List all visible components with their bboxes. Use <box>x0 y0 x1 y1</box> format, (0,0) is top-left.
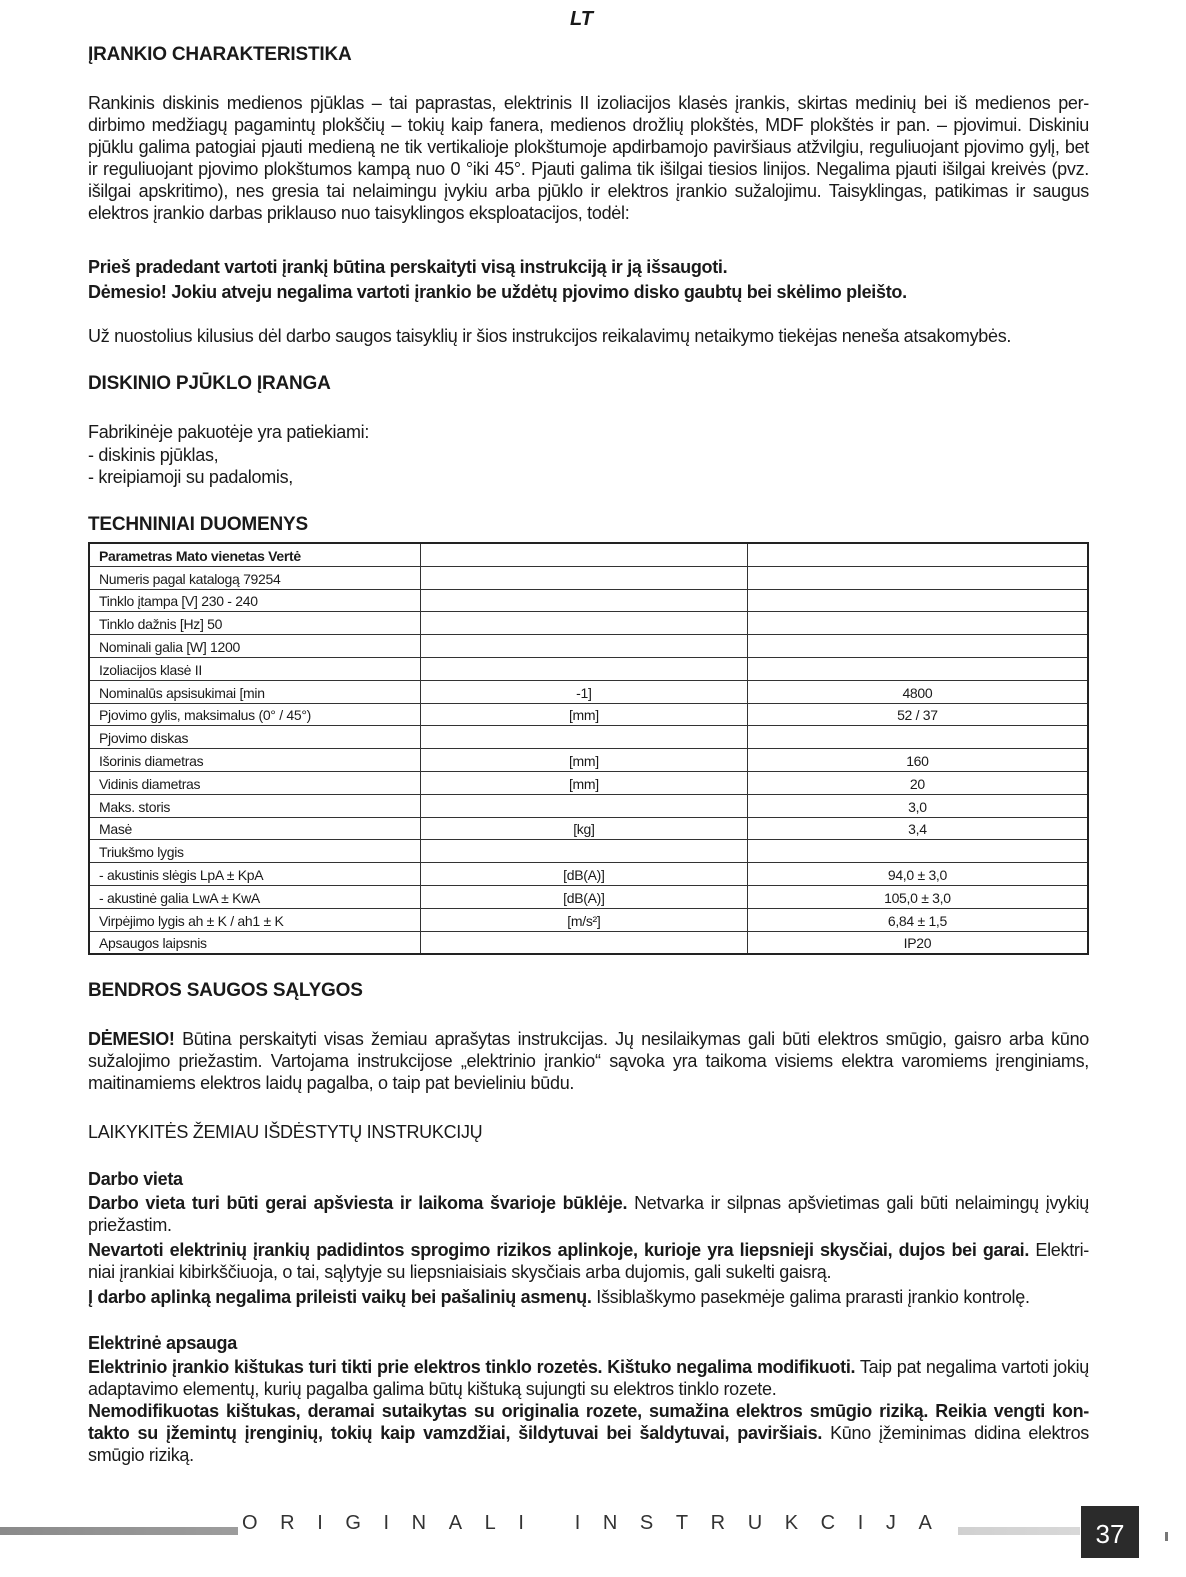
paragraph-text: Išsiblaškymo pasekmėje galima prarasti įrankio kontrolę. <box>591 1287 1030 1307</box>
paragraph-text: Netvarka ir silpnas apšvietimas gali būti nelaimingų įvykių <box>627 1193 1089 1213</box>
paragraph-line: pjūklu galima patogiai pjauti medieną ne tik vertikalioje plokštumoje apdirbamojo paviršiaus atžvilgiu, reguliuojant pjovimo gylį, bet <box>88 137 1089 157</box>
table-cell-value <box>747 635 1088 658</box>
table-cell-value <box>747 840 1088 863</box>
paragraph-line: sužalojimo priežastim. Vartojama instrukcijose „elektrinio įrankio“ sąvoka yra taikoma visiems elektra varomiems įrenginiams, <box>88 1051 1089 1071</box>
paragraph-line: Nemodifikuotas kištukas, deramai sutaikytas su originalia rozete, sumažina elektros smūgio riziką. Reikia vengti kon- <box>88 1401 1089 1421</box>
table-row <box>89 749 1088 772</box>
paragraph-line: adaptavimo elementų, kurių pagalba galima būtų kištuką sujungti su elektros tinklo rozete. <box>88 1379 777 1399</box>
table-cell-value <box>747 589 1088 612</box>
subsection-title-electrical: Elektrinė apsauga <box>88 1333 237 1353</box>
paragraph-line: ir reguliuojant pjovimo plokštumos kampą nuo 0 °iki 45°. Pjauti galima tik išilgai tiesios linijos. Negalima pjauti išilgai kreivės (pvz. <box>88 159 1089 179</box>
paragraph-line: išilgai apskritimo), nes gresia tai nelaimingu įvykiu arba pjūklo ir elektros įrankio sužalojimu. Taisyklingas, patikimas ir saugus <box>88 181 1089 201</box>
table-cell-unit <box>420 794 747 817</box>
table-cell-unit: -1] <box>420 680 747 703</box>
table-cell-parameter: - akustinė galia LwA ± KwA <box>89 885 420 908</box>
table-row <box>89 885 1088 908</box>
table-cell-parameter: Tinklo dažnis [Hz] 50 <box>89 612 420 635</box>
warning-read-instructions: Prieš pradedant vartoti įrankį būtina perskaityti visą instrukciją ir ją išsaugoti. <box>88 257 728 277</box>
paragraph-line: priežastim. <box>88 1215 172 1235</box>
footer-label: ORIGINALI INSTRUKCIJA <box>238 1512 958 1535</box>
table-row <box>89 657 1088 680</box>
table-row <box>89 771 1088 794</box>
table-cell-parameter: Nominalūs apsisukimai [min <box>89 680 420 703</box>
bold-lead: Nevartoti elektrinių įrankių padidintos sprogimo rizikos aplinkoje, kurioje yra liepsnieji skysčiai, dujos bei garai. <box>88 1240 1030 1260</box>
table-cell-parameter: Vidinis diametras <box>89 771 420 794</box>
table-cell-unit <box>420 726 747 749</box>
section-title-technical-data: TECHNINIAI DUOMENYS <box>88 514 308 535</box>
table-cell-value: 20 <box>747 771 1088 794</box>
paragraph-line: niai įrankiai kibirkščiuoja, o tai, sąlytyje su liepsniaisiais skysčiais arba dujomis, gali sukelti gaisrą. <box>88 1262 832 1282</box>
bold-lead: Elektrinio įrankio kištukas turi tikti prie elektros tinklo rozetės. Kištuko negalima modifikuoti. <box>88 1357 856 1377</box>
bold-lead: Darbo vieta turi būti gerai apšviesta ir laikoma švarioje būklėje. <box>88 1193 628 1213</box>
table-row <box>89 794 1088 817</box>
paragraph-text: Elektri- <box>1029 1240 1089 1260</box>
table-cell-value <box>747 726 1088 749</box>
equipment-intro: Fabrikinėje pakuotėje yra patiekiami: <box>88 422 370 442</box>
table-cell-value: 105,0 ± 3,0 <box>747 885 1088 908</box>
paragraph-text: Kūno įžeminimas didina elektros <box>822 1423 1089 1443</box>
subsection-title-workplace: Darbo vieta <box>88 1169 183 1189</box>
table-cell-value: 6,84 ± 1,5 <box>747 908 1088 931</box>
table-cell-value: 3,4 <box>747 817 1088 840</box>
table-cell-unit <box>420 840 747 863</box>
table-cell-parameter: Nominali galia [W] 1200 <box>89 635 420 658</box>
table-cell-parameter: Masė <box>89 817 420 840</box>
footer-tick <box>1165 1532 1168 1541</box>
table-cell-value <box>747 543 1088 566</box>
paragraph-line: Rankinis diskinis medienos pjūklas – tai paprastas, elektrinis II izoliacijos klasės įrankis, skirtas medinių bei iš medienos per- <box>88 93 1089 113</box>
section-title-equipment: DISKINIO PJŪKLO ĮRANGA <box>88 373 331 394</box>
table-row <box>89 589 1088 612</box>
table-cell-parameter: Parametras Mato vienetas Vertė <box>89 543 420 566</box>
language-code: LT <box>570 8 593 30</box>
table-row <box>89 817 1088 840</box>
characteristics-paragraph <box>88 92 1089 224</box>
table-cell-parameter: Pjovimo diskas <box>89 726 420 749</box>
table-cell-parameter: Išorinis diametras <box>89 749 420 772</box>
table-row <box>89 612 1088 635</box>
table-row <box>89 840 1088 863</box>
table-row <box>89 566 1088 589</box>
table-cell-parameter: Pjovimo gylis, maksimalus (0° / 45°) <box>89 703 420 726</box>
paragraph-line: dirbimo medžiagų pagamintų plokščių – tokių kaip fanera, medienos drožlių plokštės, MDF plokštės ir pan. – pjovimui. Diskiniu <box>88 115 1089 135</box>
table-cell-value: 4800 <box>747 680 1088 703</box>
table-cell-parameter: Apsaugos laipsnis <box>89 931 420 954</box>
table-cell-value: 94,0 ± 3,0 <box>747 863 1088 886</box>
table-cell-unit: [dB(A)] <box>420 885 747 908</box>
table-row <box>89 908 1088 931</box>
equipment-item: - diskinis pjūklas, <box>88 445 219 465</box>
bold-lead: Į darbo aplinką negalima prileisti vaikų bei pašalinių asmenų. <box>88 1287 592 1307</box>
table-cell-unit <box>420 635 747 658</box>
table-cell-parameter: Tinklo įtampa [V] 230 - 240 <box>89 589 420 612</box>
table-row <box>89 931 1088 954</box>
table-cell-unit: [dB(A)] <box>420 863 747 886</box>
table-cell-parameter: Numeris pagal katalogą 79254 <box>89 566 420 589</box>
table-row <box>89 680 1088 703</box>
warning-attention: Dėmesio! Jokiu atveju negalima vartoti įrankio be uždėtų pjovimo disko gaubtų bei skėlimo pleišto. <box>88 282 907 302</box>
page-number: 37 <box>1081 1506 1139 1558</box>
table-cell-unit <box>420 657 747 680</box>
table-cell-parameter: Izoliacijos klasė II <box>89 657 420 680</box>
electrical-paragraph <box>88 1356 1089 1466</box>
attention-label: DĖMESIO! <box>88 1029 175 1049</box>
table-cell-unit: [kg] <box>420 817 747 840</box>
paragraph-line: elektros įrankio darbas priklauso nuo taisyklingos eksploatacijos, todėl: <box>88 203 630 223</box>
table-cell-value: 3,0 <box>747 794 1088 817</box>
section-title-characteristics: ĮRANKIO CHARAKTERISTIKA <box>88 44 352 65</box>
section-title-general-safety: BENDROS SAUGOS SĄLYGOS <box>88 980 363 1001</box>
table-cell-unit <box>420 589 747 612</box>
paragraph-text: Taip pat negalima vartoti jokių <box>855 1357 1089 1377</box>
table-cell-value <box>747 612 1088 635</box>
follow-instructions-heading: LAIKYKITĖS ŽEMIAU IŠDĖSTYTŲ INSTRUKCIJŲ <box>88 1122 483 1142</box>
table-cell-parameter: Triukšmo lygis <box>89 840 420 863</box>
paragraph-line: Būtina perskaityti visas žemiau aprašytas instrukcijas. Jų nesilaikymas gali būti elektros smūgio, gaisro arba kūno <box>174 1029 1089 1049</box>
table-cell-unit <box>420 931 747 954</box>
table-cell-value: IP20 <box>747 931 1088 954</box>
table-row <box>89 635 1088 658</box>
bold-lead: takto su įžemintų įrenginių, tokių kaip vamzdžiai, šildytuvai bei šaldytuvai, paviršiais. <box>88 1423 823 1443</box>
table-cell-value: 52 / 37 <box>747 703 1088 726</box>
table-row <box>89 726 1088 749</box>
table-cell-parameter: - akustinis slėgis LpA ± KpA <box>89 863 420 886</box>
table-cell-unit: [mm] <box>420 703 747 726</box>
table-cell-unit <box>420 543 747 566</box>
table-row <box>89 863 1088 886</box>
workplace-paragraph <box>88 1192 1089 1308</box>
attention-paragraph <box>88 1028 1089 1094</box>
technical-data-table <box>88 542 1089 955</box>
table-cell-unit <box>420 612 747 635</box>
table-cell-unit: [m/s²] <box>420 908 747 931</box>
table-cell-parameter: Maks. storis <box>89 794 420 817</box>
table-row <box>89 703 1088 726</box>
table-cell-parameter: Virpėjimo lygis ah ± K / ah1 ± K <box>89 908 420 931</box>
table-cell-unit: [mm] <box>420 749 747 772</box>
paragraph-line: smūgio riziką. <box>88 1445 194 1465</box>
table-cell-value <box>747 566 1088 589</box>
table-cell-value: 160 <box>747 749 1088 772</box>
table-cell-unit <box>420 566 747 589</box>
table-cell-value <box>747 657 1088 680</box>
equipment-item: - kreipiamoji su padalomis, <box>88 467 293 487</box>
paragraph-line: maitinamiems elektros laidų pagalba, o taip pat bevieliniu būdu. <box>88 1073 575 1093</box>
table-cell-unit: [mm] <box>420 771 747 794</box>
table-header-row <box>89 543 1088 566</box>
liability-note: Už nuostolius kilusius dėl darbo saugos taisyklių ir šios instrukcijos reikalavimų netaikymo tiekėjas neneša atsakomybės. <box>88 326 1012 346</box>
